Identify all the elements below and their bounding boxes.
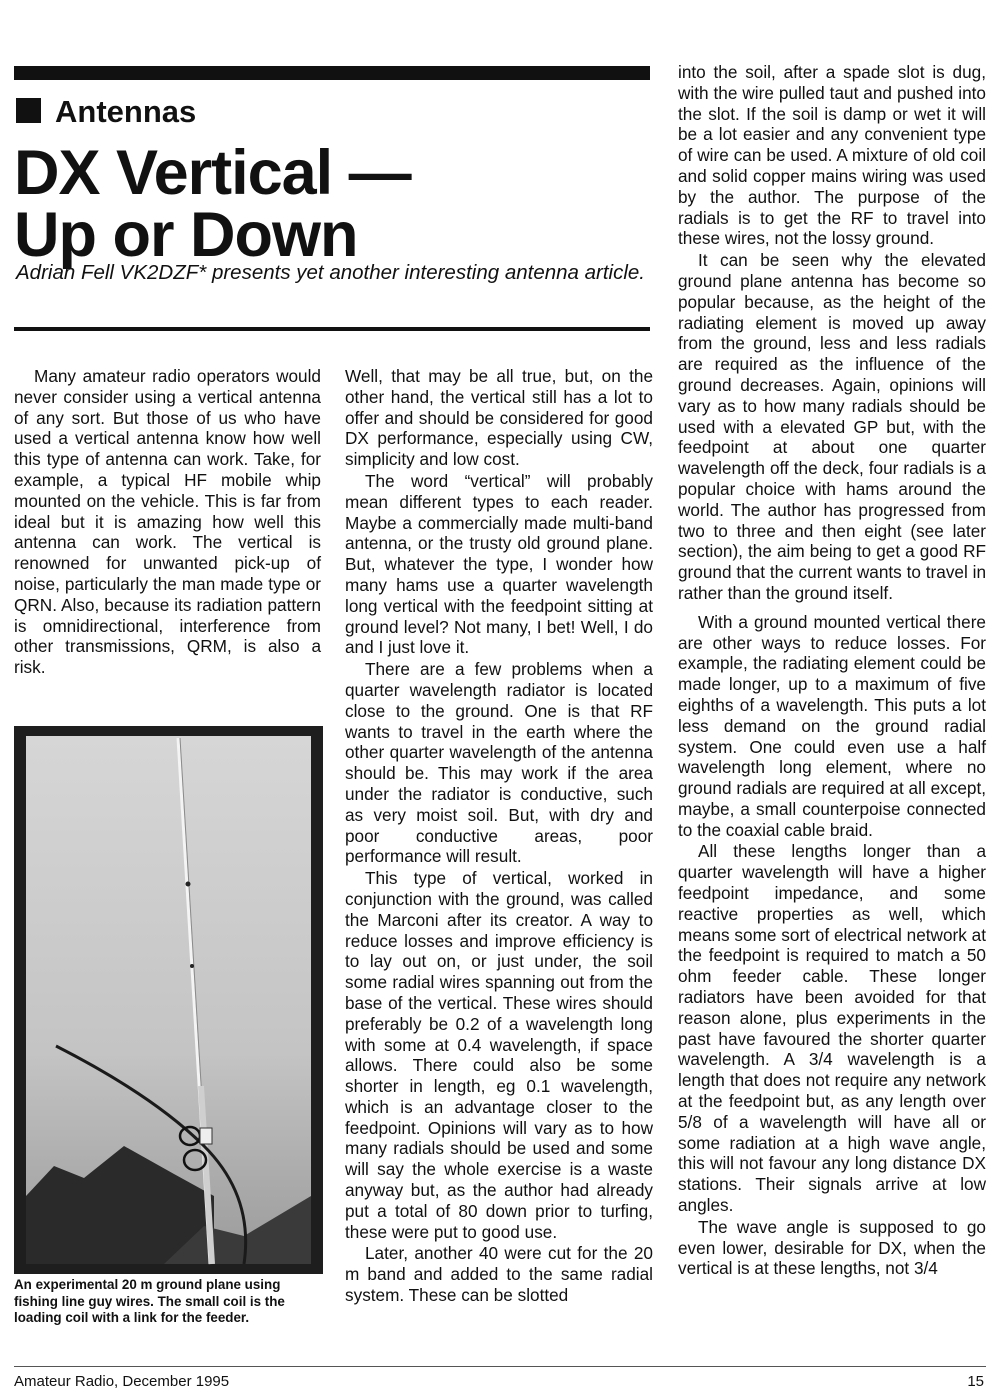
- paragraph: All these lengths longer than a quarter wavelength will have a higher feedpoint impedance, and some reactive properties as well, which means some sort of electrical network at the feedpoint is required to match a 50 ohm feeder cable. These longer radiators have been avoided for that reason alone, plus experiments in the past have favoured the shorter quarter wavelength. A 3/4 wavelength is a length that does not require any network at the feedpoint but, as any length over 5/8 of a wavelength will have all or some radiation at a high wave angle, this will not favour any long distance DX stations. Their signals arrive at low angles.: [678, 841, 986, 1216]
- paragraph: Later, another 40 were cut for the 20 m band and added to the same radial system. These can be slotted: [345, 1243, 653, 1306]
- title-line-2: Up or Down: [14, 200, 358, 270]
- paragraph: There are a few problems when a quarter wavelength radiator is located close to the ground. One is that RF wants to travel in the earth where the other quarter wavelength of the antenna should be. This may work if the area under the radiator is conductive, such as very moist soil. But, with dry and poor conductive areas, poor performance will result.: [345, 659, 653, 867]
- footer-publication: Amateur Radio, December 1995: [14, 1373, 230, 1390]
- paragraph: With a ground mounted vertical there are other ways to reduce losses. For example, the radiating element could be made longer, up to a maximum of five eighths of a wavelength. This puts a lot less demand on the ground radial system. One could even use a half wavelength long element, where no ground radials are required at all except, maybe, a small counterpoise connected to the coaxial cable braid.: [678, 611, 986, 840]
- footer-rule: [14, 1366, 986, 1367]
- title-line-1: DX Vertical —: [14, 138, 411, 208]
- paragraph: The word “vertical” will probably mean different types to each reader. Maybe a commercially made multi-band antenna, or the trusty old ground plane. But, whatever the type, I wonder how many hams use a quarter wavelength long vertical with the feedpoint sitting at ground level? Not many, I bet! Well, I do and I just love it.: [345, 470, 653, 658]
- paragraph: into the soil, after a spade slot is dug, with the wire pulled taut and pushed into the slot. If the soil is damp or wet it will be a lot easier and any convenient type of wire can be used. A mixture of old coil and solid copper mains wiring was used by the author. The purpose of the radials is to get the RF to travel into these wires, not the lossy ground.: [678, 62, 986, 249]
- column-1: [14, 366, 321, 678]
- paragraph: This type of vertical, worked in conjunction with the ground, was called the Marconi after its creator. A way to reduce losses and improve efficiency is to lay out on, or just under, the soil some radial wires spanning out from the base of the vertical. These wires should preferably be 0.2 of a wavelength long with some at 0.4 wavelength, if space allows. There could also be some shorter in length, eg 0.1 wavelength, which is an advantage closer to the feedpoint. Opinions will vary as to how many radials should be used and some will say the whole exercise is a waste anyway but, as the author had already put a total of 80 down prior to turfing, these were put to good use.: [345, 868, 653, 1242]
- article-title: [14, 138, 654, 270]
- antenna-photo: [14, 726, 323, 1274]
- paragraph: It can be seen why the elevated ground plane antenna has become so popular because, as the height of the radiating element is moved up away from the ground, less and less radials are required as the influence of the ground decreases. Again, opinions will vary as to how many radials should be used with a elevated GP but, with the feedpoint at about one quarter wavelength off the deck, four radials is a popular choice with hams around the world. The author has progressed from two to three and then eight (see later section), the aim being to get a good RF ground that the current wants to travel in rather than the ground itself.: [678, 250, 986, 603]
- paragraph: Many amateur radio operators would never consider using a vertical antenna of any sort. But those of us who have used a vertical antenna know how well this type of antenna can work. Take, for example, a typical HF mobile whip mounted on the vehicle. This is far from ideal but it is amazing how well this antenna can work. The vertical is renowned for unwanted pick-up of noise, particularly the man made type or QRN. Also, because its radiation pattern is omnidirectional, interference from other transmissions, QRM, is also a risk.: [14, 366, 321, 678]
- header-rule: [14, 66, 650, 80]
- deck-rule: [14, 327, 650, 331]
- column-2: [345, 366, 653, 1306]
- section-label: Antennas: [55, 94, 197, 129]
- photo-caption: An experimental 20 m ground plane using fishing line guy wires. The small coil is the loading coil with a link for the feeder.: [14, 1277, 285, 1326]
- article-deck: Adrian Fell VK2DZF* presents yet another interesting antenna article.: [16, 261, 645, 284]
- column-3: [678, 62, 986, 1279]
- square-bullet-icon: [16, 98, 41, 123]
- paragraph: The wave angle is supposed to go even lower, desirable for DX, when the vertical is at these lengths, not 3/4: [678, 1216, 986, 1279]
- section-heading: [16, 92, 196, 132]
- paragraph: Well, that may be all true, but, on the other hand, the vertical still has a lot to offer and should be considered for good DX performance, especially using CW, simplicity and low cost.: [345, 366, 653, 470]
- page-number: 15: [967, 1373, 984, 1390]
